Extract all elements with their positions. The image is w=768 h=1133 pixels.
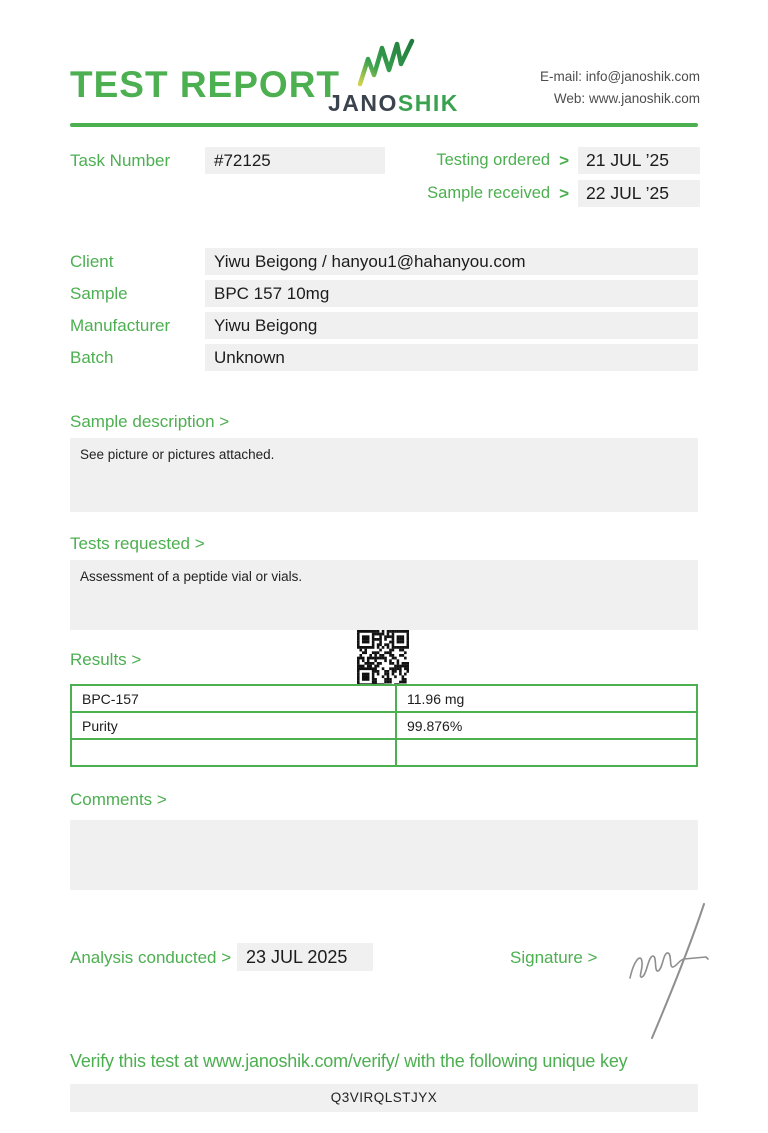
contact-email — [540, 66, 700, 88]
result-value — [396, 739, 697, 766]
contact-web — [540, 88, 700, 110]
result-name: Purity — [71, 712, 396, 739]
results-heading: Results > — [70, 650, 142, 669]
sample-description-box: See picture or pictures attached. — [70, 438, 698, 512]
sample-value: BPC 157 10mg — [205, 280, 698, 307]
task-number-value: #72125 — [205, 147, 385, 174]
sample-received-row — [427, 180, 700, 207]
web-label: Web: — [553, 91, 586, 106]
logo-wordmark — [328, 90, 459, 117]
logo — [328, 38, 459, 117]
result-name — [71, 739, 396, 766]
unique-key-value: Q3VIRQLSTJYX — [70, 1084, 698, 1112]
manufacturer-value: Yiwu Beigong — [205, 312, 698, 339]
results-table — [70, 684, 698, 767]
table-row — [71, 685, 697, 712]
analysis-conducted-value: 23 JUL 2025 — [237, 943, 373, 971]
page-title: TEST REPORT — [70, 64, 341, 105]
sample-description-heading: Sample description > — [70, 412, 230, 431]
client-label: Client — [70, 252, 114, 271]
signature-scribble-icon — [608, 898, 723, 1043]
testing-ordered-row — [436, 147, 700, 174]
logo-chart-icon — [352, 38, 422, 88]
task-number-label: Task Number — [70, 151, 171, 170]
manufacturer-label: Manufacturer — [70, 316, 171, 335]
sample-row — [70, 280, 698, 307]
logo-wordmark-green: SHIK — [397, 90, 459, 116]
contact-block — [540, 66, 700, 110]
analysis-conducted-label: Analysis conducted > — [70, 948, 232, 967]
manufacturer-row — [70, 312, 698, 339]
sample-received-value: 22 JUL ’25 — [578, 180, 700, 207]
table-row — [71, 739, 697, 766]
email-label: E-mail: — [539, 69, 582, 84]
result-value: 11.96 mg — [396, 685, 697, 712]
header-divider — [70, 123, 698, 127]
chevron-right-icon: > — [559, 150, 569, 170]
table-row — [71, 712, 697, 739]
sample-received-label: Sample received — [427, 184, 551, 202]
email-value: info@janoshik.com — [585, 69, 700, 84]
tests-requested-box: Assessment of a peptide vial or vials. — [70, 560, 698, 630]
client-value: Yiwu Beigong / hanyou1@hahanyou.com — [205, 248, 698, 275]
testing-ordered-label: Testing ordered — [436, 151, 551, 169]
tests-requested-heading: Tests requested > — [70, 534, 205, 553]
comments-heading: Comments > — [70, 790, 167, 809]
result-value: 99.876% — [396, 712, 697, 739]
result-name: BPC-157 — [71, 685, 396, 712]
logo-wordmark-dark: JANO — [328, 90, 398, 116]
batch-row — [70, 344, 698, 371]
signature-label: Signature > — [510, 948, 598, 967]
sample-label: Sample — [70, 284, 128, 303]
chevron-right-icon: > — [559, 183, 569, 203]
web-value: www.janoshik.com — [588, 91, 700, 106]
batch-value: Unknown — [205, 344, 698, 371]
verify-instruction: Verify this test at www.janoshik.com/verify/ with the following unique key — [70, 1051, 628, 1071]
qr-code — [357, 630, 409, 686]
client-row — [70, 248, 698, 275]
comments-box — [70, 820, 698, 890]
testing-ordered-value: 21 JUL ’25 — [578, 147, 700, 174]
batch-label: Batch — [70, 348, 114, 367]
